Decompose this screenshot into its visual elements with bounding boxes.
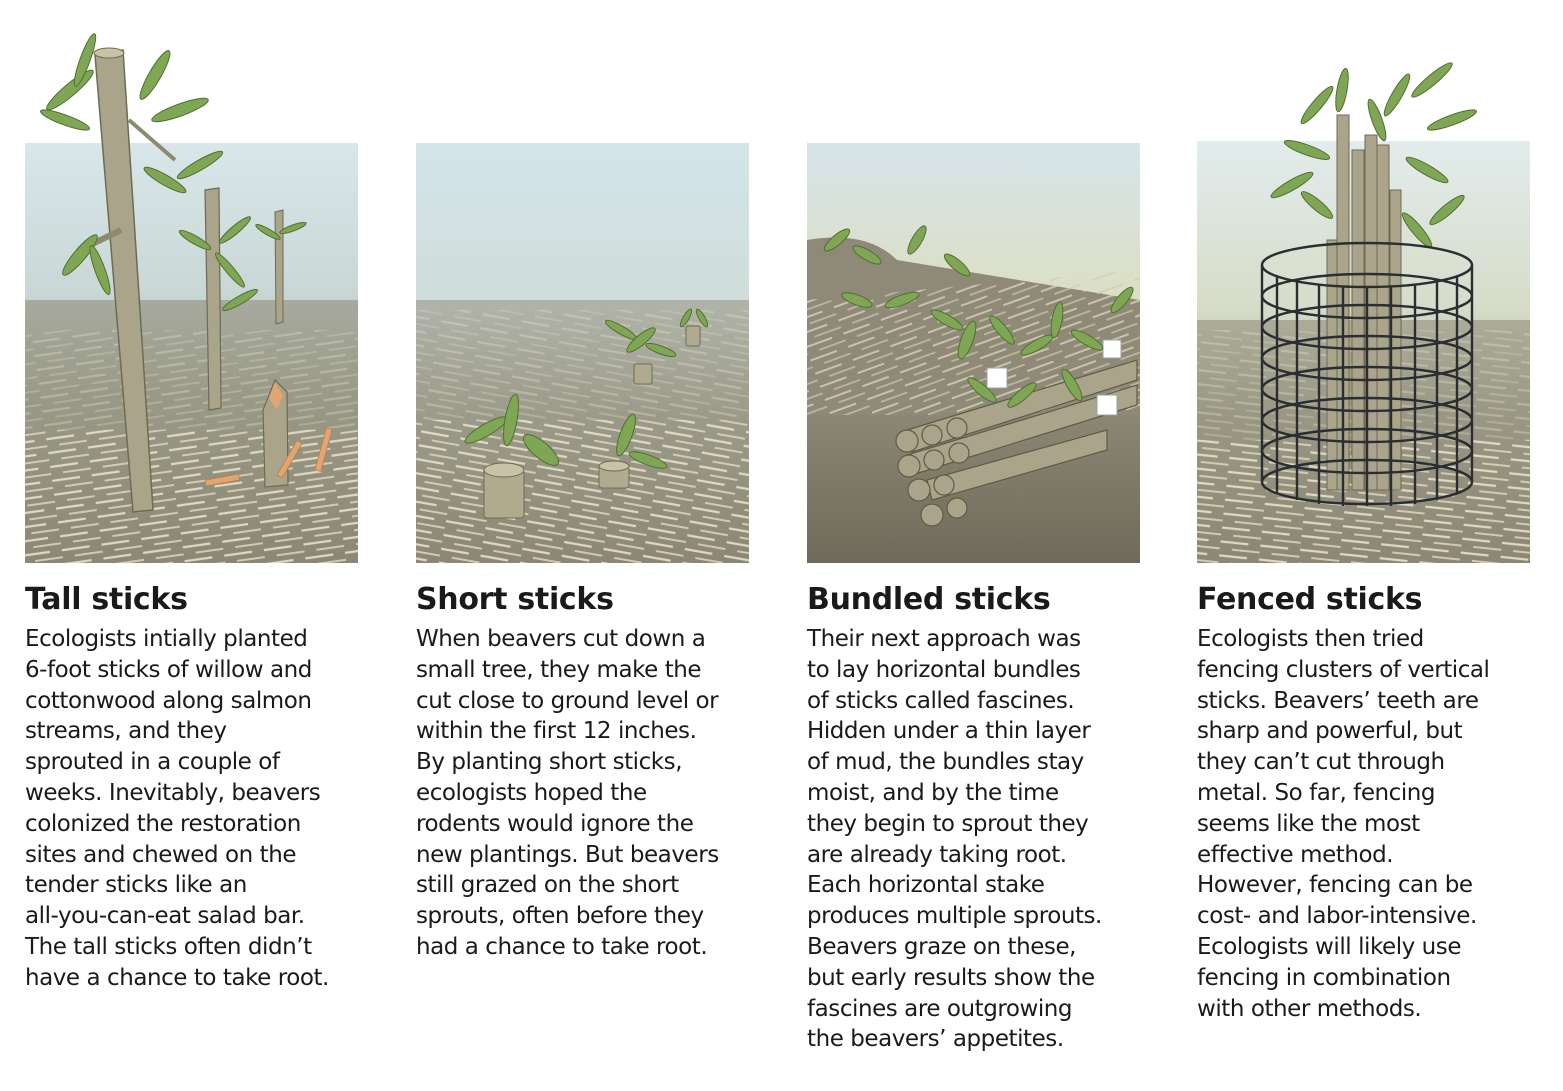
description-line: colonized the restoration bbox=[25, 810, 301, 837]
description-line: to lay horizontal bundles bbox=[807, 656, 1081, 683]
description-line: cut close to ground level or bbox=[416, 687, 719, 714]
short-sticks-illustration bbox=[416, 0, 756, 570]
description-line: new plantings. But beavers bbox=[416, 841, 719, 868]
description-line: have a chance to take root. bbox=[25, 964, 329, 991]
description-line: 6-foot sticks of willow and bbox=[25, 656, 312, 683]
panel-description bbox=[416, 624, 761, 963]
panel-tall-sticks bbox=[25, 0, 365, 1091]
description-line: Ecologists intially planted bbox=[25, 626, 308, 652]
panel-title: Short sticks bbox=[416, 582, 614, 617]
mulch-ground bbox=[25, 430, 358, 563]
description-line: When beavers cut down a bbox=[416, 626, 706, 652]
panel-bundled-sticks bbox=[807, 0, 1147, 1091]
description-line: seems like the most bbox=[1197, 810, 1420, 837]
description-line: sites and chewed on the bbox=[25, 841, 297, 868]
description-line: effective method. bbox=[1197, 841, 1394, 868]
description-line: all-you-can-eat salad bar. bbox=[25, 903, 305, 930]
description-line: of mud, the bundles stay bbox=[807, 749, 1084, 776]
description-line: within the first 12 inches. bbox=[416, 718, 697, 745]
description-line: they begin to sprout they bbox=[807, 810, 1089, 837]
description-line: sprouted in a couple of bbox=[25, 749, 280, 776]
panel-title: Bundled sticks bbox=[807, 582, 1051, 617]
description-line: weeks. Inevitably, beavers bbox=[25, 779, 321, 806]
description-line: sprouts, often before they bbox=[416, 903, 704, 930]
description-line: metal. So far, fencing bbox=[1197, 779, 1436, 806]
description-line: fencing in combination bbox=[1197, 964, 1451, 991]
panel-title: Fenced sticks bbox=[1197, 582, 1423, 617]
panel-description bbox=[25, 624, 370, 994]
description-line: By planting short sticks, bbox=[416, 749, 683, 776]
panel-fenced-sticks bbox=[1197, 0, 1537, 1091]
description-line: but early results show the bbox=[807, 964, 1095, 991]
description-line: cottonwood along salmon bbox=[25, 687, 312, 714]
description-line: cost- and labor-intensive. bbox=[1197, 903, 1477, 930]
description-line: However, fencing can be bbox=[1197, 872, 1473, 899]
panel-description bbox=[1197, 624, 1542, 1024]
description-line: the beavers’ appetites. bbox=[807, 1026, 1064, 1053]
description-line: Ecologists will likely use bbox=[1197, 933, 1462, 960]
description-line: fencing clusters of vertical bbox=[1197, 656, 1490, 683]
description-line: of sticks called fascines. bbox=[807, 687, 1075, 714]
description-line: had a chance to take root. bbox=[416, 933, 708, 960]
description-line: still grazed on the short bbox=[416, 872, 679, 899]
description-line: sticks. Beavers’ teeth are bbox=[1197, 687, 1479, 714]
description-line: Their next approach was bbox=[807, 626, 1081, 652]
panel-description bbox=[807, 624, 1152, 1055]
panel-title: Tall sticks bbox=[25, 582, 188, 617]
description-line: are already taking root. bbox=[807, 841, 1067, 868]
description-line: fascines are outgrowing bbox=[807, 995, 1073, 1022]
description-line: sharp and powerful, but bbox=[1197, 718, 1463, 745]
description-line: tender sticks like an bbox=[25, 872, 247, 899]
fenced-sticks-illustration bbox=[1197, 0, 1537, 570]
panel-short-sticks bbox=[416, 0, 756, 1091]
description-line: Each horizontal stake bbox=[807, 872, 1045, 899]
description-line: Hidden under a thin layer bbox=[807, 718, 1091, 745]
description-line: small tree, they make the bbox=[416, 656, 702, 683]
description-line: with other methods. bbox=[1197, 995, 1422, 1022]
description-line: streams, and they bbox=[25, 718, 227, 745]
description-line: they can’t cut through bbox=[1197, 749, 1445, 776]
description-line: The tall sticks often didn’t bbox=[25, 933, 312, 960]
tall-sticks-illustration bbox=[25, 0, 365, 570]
description-line: rodents would ignore the bbox=[416, 810, 694, 837]
description-line: ecologists hoped the bbox=[416, 779, 647, 806]
description-line: moist, and by the time bbox=[807, 779, 1059, 806]
description-line: Beavers graze on these, bbox=[807, 933, 1077, 960]
bundled-sticks-illustration bbox=[807, 0, 1147, 570]
description-line: Ecologists then tried bbox=[1197, 626, 1424, 652]
description-line: produces multiple sprouts. bbox=[807, 903, 1102, 930]
